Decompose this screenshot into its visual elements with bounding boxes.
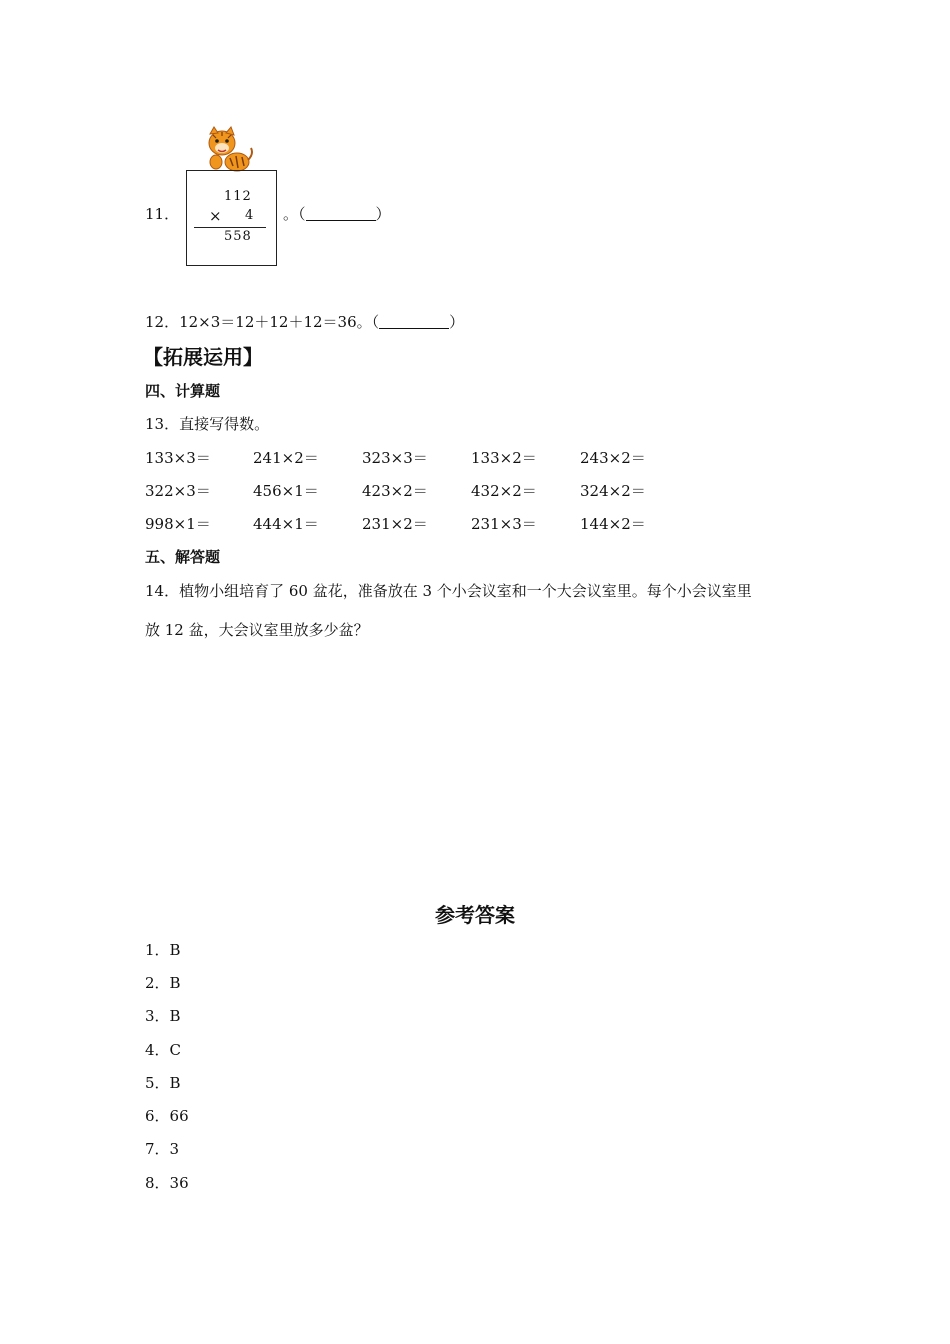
q14-line1: 14．植物小组培育了 60 盆花，准备放在 3 个小会议室和一个大会议室里。每个小会议室里 [145, 582, 752, 600]
calc-item: 423×2＝ [362, 482, 428, 500]
calc-item: 444×1＝ [253, 515, 319, 533]
calc-item: 231×3＝ [471, 515, 537, 533]
q13-prompt: 13．直接写得数。 [145, 415, 270, 433]
section-five-heading: 五、解答题 [145, 548, 221, 566]
calc-item: 144×2＝ [580, 515, 646, 533]
calc-item: 133×2＝ [471, 449, 537, 467]
answer-item: 1．B [145, 941, 181, 959]
calc-item: 432×2＝ [471, 482, 537, 500]
calc-item: 241×2＝ [253, 449, 319, 467]
answer-item: 2．B [145, 974, 181, 992]
multiplicand: 112 [224, 189, 252, 204]
q11-suffix: 。（ [283, 205, 306, 223]
calc-item: 322×3＝ [145, 482, 211, 500]
answers-title: 参考答案 [435, 903, 515, 927]
answer-item: 5．B [145, 1074, 181, 1092]
answer-item: 3．B [145, 1007, 181, 1025]
q12 [145, 311, 464, 332]
q12-close: ） [449, 313, 465, 331]
q11-blank[interactable] [306, 206, 376, 221]
q11-answer [283, 203, 391, 224]
product: 558 [224, 229, 252, 244]
calc-item: 998×1＝ [145, 515, 211, 533]
section-extend-heading: 【拓展运用】 [143, 345, 263, 369]
calc-item: 133×3＝ [145, 449, 211, 467]
q11-number: 11． [145, 205, 180, 223]
answer-item: 7．3 [145, 1140, 180, 1158]
calc-item: 456×1＝ [253, 482, 319, 500]
q14-line2: 放 12 盆，大会议室里放多少盆？ [145, 621, 369, 639]
calc-divider [194, 227, 266, 228]
calc-item: 231×2＝ [362, 515, 428, 533]
multiplier: 4 [245, 208, 255, 223]
tiger-icon [202, 126, 254, 172]
answer-item: 6．66 [145, 1107, 189, 1125]
vertical-multiplication-box [186, 170, 277, 266]
calc-item: 243×2＝ [580, 449, 646, 467]
q11-close: ） [375, 205, 391, 223]
q12-blank[interactable] [379, 314, 449, 329]
calc-item: 324×2＝ [580, 482, 646, 500]
section-four-heading: 四、计算题 [145, 382, 221, 400]
answer-item: 8．36 [145, 1174, 189, 1192]
q12-text: 12．12×3＝12＋12＋12＝36。（ [145, 313, 380, 331]
answer-item: 4．C [145, 1041, 182, 1059]
calc-item: 323×3＝ [362, 449, 428, 467]
multiply-sign: × [209, 207, 223, 225]
